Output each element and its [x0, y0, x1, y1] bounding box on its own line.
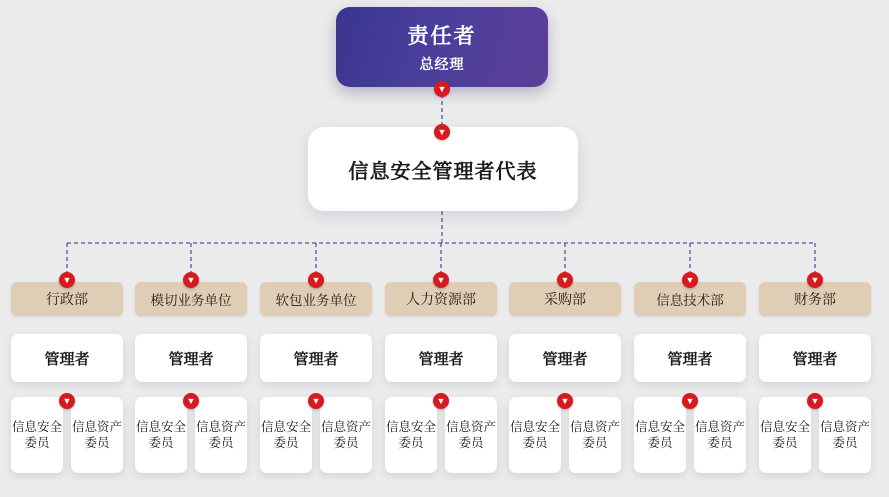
department-column: [759, 282, 871, 473]
chevron-down-icon: ▼: [557, 272, 573, 288]
department-node[interactable]: 信息技术部: [634, 282, 746, 316]
chevron-down-icon: ▼: [183, 393, 199, 409]
manager-node[interactable]: 管理者: [634, 334, 746, 382]
chevron-down-icon: ▼: [59, 272, 75, 288]
asset-committee-node[interactable]: 信息资产委员: [694, 397, 746, 473]
chevron-down-icon: ▼: [59, 393, 75, 409]
security-committee-node[interactable]: 信息安全委员: [135, 397, 187, 473]
chevron-down-icon: ▼: [682, 272, 698, 288]
representative-label: 信息安全管理者代表: [348, 160, 538, 183]
manager-node[interactable]: 管理者: [509, 334, 621, 382]
department-column: [260, 282, 372, 473]
security-committee-node[interactable]: 信息安全委员: [509, 397, 561, 473]
manager-node[interactable]: 管理者: [11, 334, 123, 382]
top-node-title: 责任者: [407, 25, 477, 48]
manager-node[interactable]: 管理者: [260, 334, 372, 382]
asset-committee-node[interactable]: 信息资产委员: [71, 397, 123, 473]
department-node[interactable]: 人力资源部: [385, 282, 497, 316]
chevron-down-icon: ▼: [434, 124, 450, 140]
department-column: [135, 282, 247, 473]
security-committee-node[interactable]: 信息安全委员: [759, 397, 811, 473]
asset-committee-node[interactable]: 信息资产委员: [320, 397, 372, 473]
department-column: [509, 282, 621, 473]
security-committee-node[interactable]: 信息安全委员: [634, 397, 686, 473]
department-node[interactable]: 采购部: [509, 282, 621, 316]
chevron-down-icon: ▼: [183, 272, 199, 288]
security-committee-node[interactable]: 信息安全委员: [11, 397, 63, 473]
manager-node[interactable]: 管理者: [759, 334, 871, 382]
chevron-down-icon: ▼: [682, 393, 698, 409]
asset-committee-node[interactable]: 信息资产委员: [569, 397, 621, 473]
chevron-down-icon: ▼: [308, 272, 324, 288]
department-node[interactable]: 行政部: [11, 282, 123, 316]
top-node-subtitle: 总经理: [419, 56, 465, 72]
asset-committee-node[interactable]: 信息资产委员: [819, 397, 871, 473]
security-committee-node[interactable]: 信息安全委员: [385, 397, 437, 473]
asset-committee-node[interactable]: 信息资产委员: [445, 397, 497, 473]
department-node[interactable]: 财务部: [759, 282, 871, 316]
chevron-down-icon: ▼: [433, 272, 449, 288]
chevron-down-icon: ▼: [434, 81, 450, 97]
security-committee-node[interactable]: 信息安全委员: [260, 397, 312, 473]
chevron-down-icon: ▼: [807, 393, 823, 409]
chevron-down-icon: ▼: [433, 393, 449, 409]
chevron-down-icon: ▼: [557, 393, 573, 409]
manager-node[interactable]: 管理者: [385, 334, 497, 382]
department-node[interactable]: 模切业务单位: [135, 282, 247, 316]
department-node[interactable]: 软包业务单位: [260, 282, 372, 316]
department-column: [385, 282, 497, 473]
department-column: [11, 282, 123, 473]
chevron-down-icon: ▼: [308, 393, 324, 409]
top-node-responsible-person[interactable]: [336, 7, 548, 87]
department-column: [634, 282, 746, 473]
manager-node[interactable]: 管理者: [135, 334, 247, 382]
asset-committee-node[interactable]: 信息资产委员: [195, 397, 247, 473]
chevron-down-icon: ▼: [807, 272, 823, 288]
